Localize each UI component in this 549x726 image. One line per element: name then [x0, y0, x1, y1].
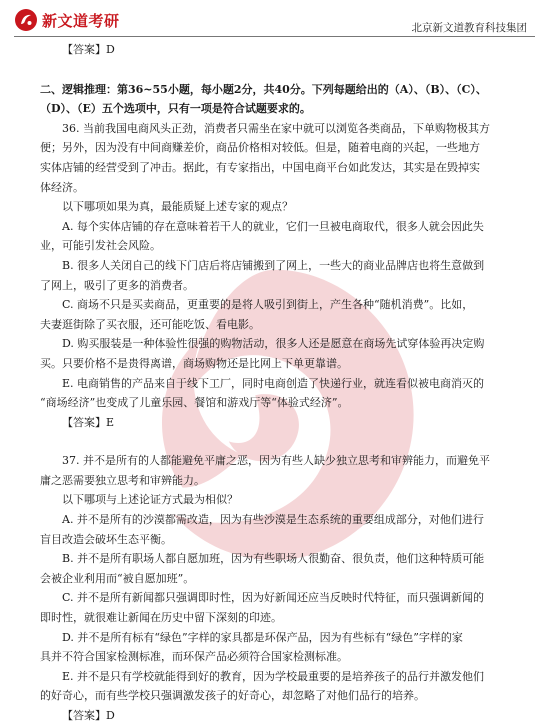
question-prompt: 以下哪项与上述论证方式最为相似？	[62, 493, 238, 507]
stem-line: 36. 当前我国电商风头正劲，消费者只需坐在家中就可以浏览各类商品，下单购物极其方	[62, 121, 490, 135]
section-heading-line: 二、逻辑推理：第36~55小题，每小题2分，共40分。下列每题给出的（A）、（B）、（C）、	[40, 82, 487, 96]
option-c	[40, 295, 511, 334]
stem-line: 庸之恶需要独立思考和审辨能力。	[40, 473, 205, 487]
brand-name: 新文道考研	[42, 11, 120, 30]
option-a	[40, 217, 511, 256]
stem-line: 便；另外，因为没有中间商赚差价，商品价格相对较低。但是，随着电商的兴起，一些地方	[40, 141, 480, 155]
stem-line: 实体店铺的经营受到了冲击。据此，有专家指出，中国电商平台如此发达，其实是在毁掉实	[40, 160, 480, 174]
option-line: 的好奇心，而有些学校只强调激发孩子的好奇心，却忽略了对他们品行的培养。	[40, 689, 425, 703]
company-name: 北京新文道教育科技集团	[411, 22, 527, 34]
page-header	[0, 0, 549, 36]
option-line: D. 并不是所有标有“绿色”字样的家具都是环保产品，因为有些标有“绿色”字样的家	[62, 630, 463, 644]
section-heading-line: （D）、（E）五个选项中，只有一项是符合试题要求的。	[40, 102, 311, 116]
option-b	[40, 549, 511, 588]
option-line: 夫妻逛街除了买衣服，还可能吃饭、看电影。	[40, 317, 260, 331]
brand-logo	[14, 8, 120, 32]
stem-line: 37. 并不是所有的人都能避免平庸之恶，因为有些人缺少独立思考和审辨能力，而避免平	[62, 454, 490, 468]
option-line: E. 电商销售的产品来自于线下工厂，同时电商创造了快递行业，就连看似被电商消灭的	[62, 376, 485, 390]
option-line: C. 商场不只是买卖商品，更重要的是将人吸引到街上，产生各种“随机消费”。比如，	[62, 298, 474, 312]
header-divider	[14, 36, 535, 37]
option-line: B. 很多人关闭自己的线下门店后将店铺搬到了网上，一些大的商业品牌店也将生意做到	[62, 258, 485, 272]
option-line: 盲目改造会破坏生态平衡。	[40, 532, 172, 546]
option-e	[40, 667, 511, 706]
question-stem	[40, 451, 511, 490]
question-stem	[40, 119, 511, 197]
option-line: 具并不符合国家检测标准，而环保产品必须符合国家检测标准。	[40, 650, 348, 664]
option-line: 即时性，就很难让新闻在历史中留下深刻的印迹。	[40, 611, 282, 625]
question-37	[40, 451, 511, 725]
section-heading	[40, 80, 511, 119]
option-line: 会被企业利用而“被自愿加班”。	[40, 571, 195, 585]
option-d	[40, 628, 511, 667]
option-e	[40, 374, 511, 413]
option-line: A. 并不是所有的沙漠都需改造，因为有些沙漠是生态系统的重要组成部分，对他们进行	[62, 513, 484, 527]
answer-37: 【答案】D	[62, 709, 115, 722]
option-line: 业，可能引发社会风险。	[40, 239, 161, 253]
option-a	[40, 510, 511, 549]
question-36	[40, 119, 511, 433]
option-line: A. 每个实体店铺的存在意味着若干人的就业，它们一旦被电商取代，很多人就会因此失	[62, 219, 484, 233]
question-prompt: 以下哪项如果为真，最能质疑上述专家的观点？	[62, 200, 293, 214]
option-line: D. 购买服装是一种体验性很强的购物活动，很多人还是愿意在商场先试穿体验再决定购	[62, 337, 485, 351]
option-line: 买。只要价格不是贵得离谱，商场购物还是比网上下单更靠谱。	[40, 356, 348, 370]
brand-logo-icon	[14, 8, 38, 32]
exam-content	[40, 40, 511, 726]
stem-line: 体经济。	[40, 180, 84, 194]
option-line: “商场经济”也变成了儿童乐园、餐馆和游戏厅等“体验式经济”。	[40, 396, 349, 410]
option-line: 了网上，吸引了更多的消费者。	[40, 278, 194, 292]
option-d	[40, 334, 511, 373]
option-line: E. 并不是只有学校就能得到好的教育，因为学校最重要的是培养孩子的品行并激发他们	[62, 669, 485, 683]
option-line: C. 并不是所有新闻都只强调即时性，因为好新闻还应当反映时代特征，而只强调新闻的	[62, 591, 485, 605]
option-line: B. 并不是所有职场人都自愿加班，因为有些职场人很勤奋、很负责，他们这种特质可能	[62, 552, 485, 566]
previous-answer: 【答案】D	[62, 43, 115, 56]
answer-36: 【答案】E	[62, 415, 115, 429]
option-c	[40, 588, 511, 627]
option-b	[40, 256, 511, 295]
